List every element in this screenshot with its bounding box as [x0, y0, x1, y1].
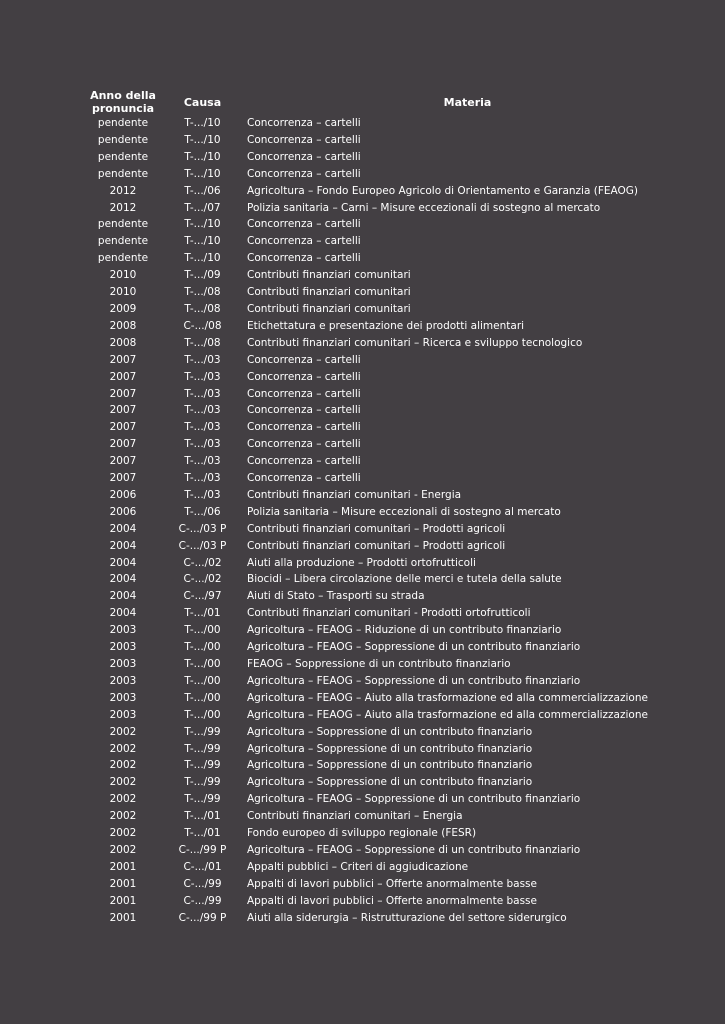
row-subject: Agricoltura – FEAOG – Aiuto alla trasformazione ed alla commercializzazione	[247, 708, 648, 721]
row-case: T-.../03	[184, 438, 221, 451]
row-subject: Polizia sanitaria – Misure eccezionali di sostegno al mercato	[247, 505, 561, 518]
row-year: 2002	[109, 725, 137, 738]
row-subject: Contributi finanziari comunitari	[247, 286, 411, 299]
table-row	[87, 487, 688, 504]
row-subject: Agricoltura – FEAOG – Soppressione di un contributo finanziario	[247, 843, 581, 856]
row-subject: Agricoltura – Soppressione di un contributo finanziario	[247, 759, 533, 772]
row-year: 2007	[109, 455, 137, 468]
table-row	[87, 250, 688, 267]
table-row	[87, 876, 688, 893]
row-case: T-.../03	[184, 455, 221, 468]
row-case: C-.../02	[183, 573, 222, 586]
row-case: T-.../08	[184, 336, 221, 349]
row-case: T-.../10	[184, 218, 221, 231]
row-subject: Concorrenza – cartelli	[247, 472, 361, 485]
row-subject: Biocidi – Libera circolazione delle merci e tutela della salute	[247, 573, 562, 586]
row-year: 2002	[109, 793, 137, 806]
row-year: 2004	[109, 556, 137, 569]
row-case: T-.../99	[184, 759, 221, 772]
row-case: T-.../03	[184, 488, 221, 501]
row-case: T-.../99	[184, 793, 221, 806]
row-year: 2001	[109, 877, 137, 890]
row-case: T-.../08	[184, 302, 221, 315]
table-row	[87, 910, 688, 927]
table-row	[87, 386, 688, 403]
row-case: C-.../99 P	[178, 911, 227, 924]
row-case: T-.../99	[184, 725, 221, 738]
row-year: 2003	[109, 624, 137, 637]
row-case: T-.../03	[184, 421, 221, 434]
row-year: 2007	[109, 438, 137, 451]
row-year: 2010	[109, 269, 137, 282]
row-year: 2003	[109, 691, 137, 704]
header-subject: Materia	[443, 95, 492, 109]
row-year: pendente	[97, 150, 149, 163]
row-case: C-.../97	[183, 590, 222, 603]
table-row	[87, 842, 688, 859]
row-year: 2001	[109, 860, 137, 873]
row-subject: Polizia sanitaria – Carni – Misure eccezionali di sostegno al mercato	[247, 201, 601, 214]
row-subject: Concorrenza – cartelli	[247, 370, 361, 383]
row-year: 2010	[109, 286, 137, 299]
row-case: T-.../03	[184, 353, 221, 366]
row-year: 2012	[109, 184, 137, 197]
row-year: 2002	[109, 843, 137, 856]
row-year: 2007	[109, 472, 137, 485]
table-row	[87, 757, 688, 774]
row-subject: Fondo europeo di sviluppo regionale (FESR)	[247, 827, 477, 840]
row-year: 2004	[109, 590, 137, 603]
table-row	[87, 335, 688, 352]
row-subject: Concorrenza – cartelli	[247, 252, 361, 265]
row-case: C-.../99	[183, 877, 222, 890]
row-subject: Agricoltura – Soppressione di un contributo finanziario	[247, 776, 533, 789]
table-row	[87, 741, 688, 758]
header-case: Causa	[183, 95, 222, 109]
row-subject: Contributi finanziari comunitari – Ricerca e sviluppo tecnologico	[247, 336, 583, 349]
row-year: 2002	[109, 742, 137, 755]
row-subject: Agricoltura – FEAOG – Riduzione di un contributo finanziario	[247, 624, 562, 637]
row-case: T-.../03	[184, 370, 221, 383]
row-year: pendente	[97, 167, 149, 180]
table-row	[87, 825, 688, 842]
row-case: T-.../00	[184, 674, 221, 687]
table-row	[87, 656, 688, 673]
table-row	[87, 301, 688, 318]
row-case: T-.../10	[184, 150, 221, 163]
row-case: T-.../01	[184, 810, 221, 823]
cases-table	[87, 89, 688, 927]
table-row	[87, 521, 688, 538]
table-row	[87, 216, 688, 233]
row-year: 2002	[109, 776, 137, 789]
row-subject: Contributi finanziari comunitari - Energia	[247, 488, 462, 501]
row-subject: Contributi finanziari comunitari	[247, 302, 411, 315]
table-row	[87, 571, 688, 588]
table-row	[87, 233, 688, 250]
row-case: C-.../03 P	[178, 522, 227, 535]
row-subject: Concorrenza – cartelli	[247, 133, 361, 146]
table-row	[87, 369, 688, 386]
row-subject: Concorrenza – cartelli	[247, 404, 361, 417]
table-row	[87, 453, 688, 470]
table-row	[87, 115, 688, 132]
row-subject: Appalti pubblici – Criteri di aggiudicazione	[247, 860, 469, 873]
row-case: C-.../08	[183, 319, 222, 332]
row-subject: Aiuti di Stato – Trasporti su strada	[247, 590, 425, 603]
row-year: 2012	[109, 201, 137, 214]
row-subject: Agricoltura – Soppressione di un contributo finanziario	[247, 742, 533, 755]
row-subject: Concorrenza – cartelli	[247, 421, 361, 434]
row-case: T-.../06	[184, 184, 221, 197]
row-subject: Concorrenza – cartelli	[247, 235, 361, 248]
row-subject: Aiuti alla siderurgia – Ristrutturazione del settore siderurgico	[247, 911, 567, 924]
table-row	[87, 622, 688, 639]
row-subject: Contributi finanziari comunitari	[247, 269, 411, 282]
table-row	[87, 470, 688, 487]
row-year: pendente	[97, 218, 149, 231]
table-row	[87, 538, 688, 555]
row-case: T-.../00	[184, 691, 221, 704]
row-year: 2003	[109, 674, 137, 687]
row-year: 2003	[109, 708, 137, 721]
table-row	[87, 893, 688, 910]
row-subject: Contributi finanziari comunitari – Prodotti agricoli	[247, 522, 506, 535]
row-case: T-.../99	[184, 776, 221, 789]
row-case: T-.../00	[184, 624, 221, 637]
row-subject: Agricoltura – FEAOG – Soppressione di un contributo finanziario	[247, 674, 581, 687]
row-subject: Agricoltura – FEAOG – Soppressione di un contributo finanziario	[247, 641, 581, 654]
row-year: 2003	[109, 641, 137, 654]
header-year: Anno della pronuncia	[90, 89, 156, 115]
row-case: T-.../03	[184, 387, 221, 400]
row-year: 2002	[109, 810, 137, 823]
table-row	[87, 352, 688, 369]
row-year: 2007	[109, 387, 137, 400]
table-row	[87, 402, 688, 419]
row-case: T-.../09	[184, 269, 221, 282]
row-year: 2006	[109, 505, 137, 518]
table-row	[87, 774, 688, 791]
row-year: pendente	[97, 235, 149, 248]
row-year: 2004	[109, 573, 137, 586]
row-year: 2008	[109, 336, 137, 349]
table-row	[87, 149, 688, 166]
row-case: T-.../01	[184, 827, 221, 840]
row-subject: Concorrenza – cartelli	[247, 455, 361, 468]
row-year: 2002	[109, 759, 137, 772]
table-row	[87, 183, 688, 200]
row-subject: Concorrenza – cartelli	[247, 218, 361, 231]
table-header-row	[87, 89, 688, 115]
table-row	[87, 555, 688, 572]
row-year: pendente	[97, 117, 149, 129]
row-case: C-.../99 P	[178, 843, 227, 856]
row-year: 2008	[109, 319, 137, 332]
row-case: T-.../99	[184, 742, 221, 755]
row-subject: Concorrenza – cartelli	[247, 438, 361, 451]
row-subject: Contributi finanziari comunitari - Prodotti ortofrutticoli	[247, 607, 531, 620]
row-case: T-.../01	[184, 607, 221, 620]
row-year: 2007	[109, 421, 137, 434]
table-row	[87, 132, 688, 149]
row-subject: Appalti di lavori pubblici – Offerte anormalmente basse	[247, 877, 537, 890]
row-case: T-.../00	[184, 658, 221, 670]
row-year: 2004	[109, 607, 137, 620]
row-case: T-.../10	[184, 167, 221, 180]
row-case: T-.../07	[184, 201, 221, 214]
row-case: C-.../02	[183, 556, 222, 569]
table-row	[87, 639, 688, 656]
row-subject: FEAOG – Soppressione di un contributo finanziario	[247, 658, 511, 670]
table-row	[87, 690, 688, 707]
table-row	[87, 284, 688, 301]
row-subject: Concorrenza – cartelli	[247, 353, 361, 366]
table-row	[87, 808, 688, 825]
row-case: T-.../10	[184, 117, 221, 129]
row-subject: Concorrenza – cartelli	[247, 167, 361, 180]
row-subject: Aiuti alla produzione – Prodotti ortofrutticoli	[247, 556, 476, 569]
row-subject: Contributi finanziari comunitari – Prodotti agricoli	[247, 539, 506, 552]
row-subject: Concorrenza – cartelli	[247, 117, 361, 129]
table-row	[87, 588, 688, 605]
row-year: pendente	[97, 252, 149, 265]
table-row	[87, 504, 688, 521]
row-year: 2009	[109, 302, 137, 315]
row-case: T-.../03	[184, 472, 221, 485]
table-row	[87, 200, 688, 217]
row-case: T-.../06	[184, 505, 221, 518]
row-subject: Agricoltura – FEAOG – Aiuto alla trasformazione ed alla commercializzazione	[247, 691, 648, 704]
row-case: T-.../03	[184, 404, 221, 417]
row-case: T-.../08	[184, 286, 221, 299]
row-case: C-.../99	[183, 894, 222, 907]
row-year: 2003	[109, 658, 137, 670]
table-row	[87, 436, 688, 453]
table-row	[87, 673, 688, 690]
table-row	[87, 605, 688, 622]
row-case: T-.../00	[184, 641, 221, 654]
row-case: T-.../10	[184, 133, 221, 146]
row-subject: Agricoltura – Fondo Europeo Agricolo di Orientamento e Garanzia (FEAOG)	[247, 184, 639, 197]
row-year: 2001	[109, 911, 137, 924]
row-subject: Contributi finanziari comunitari – Energia	[247, 810, 463, 823]
row-year: 2006	[109, 488, 137, 501]
row-subject: Concorrenza – cartelli	[247, 387, 361, 400]
row-year: 2004	[109, 522, 137, 535]
table-row	[87, 267, 688, 284]
row-year: 2001	[109, 894, 137, 907]
table-body	[87, 115, 688, 927]
row-case: T-.../10	[184, 252, 221, 265]
table-row	[87, 419, 688, 436]
row-year: pendente	[97, 133, 149, 146]
table-row	[87, 318, 688, 335]
row-year: 2007	[109, 353, 137, 366]
table-row	[87, 724, 688, 741]
row-subject: Appalti di lavori pubblici – Offerte anormalmente basse	[247, 894, 537, 907]
table-row	[87, 707, 688, 724]
row-subject: Agricoltura – Soppressione di un contributo finanziario	[247, 725, 533, 738]
row-case: C-.../01	[183, 860, 222, 873]
row-year: 2002	[109, 827, 137, 840]
row-case: T-.../00	[184, 708, 221, 721]
row-subject: Etichettatura e presentazione dei prodotti alimentari	[247, 319, 525, 332]
table-row	[87, 791, 688, 808]
row-case: T-.../10	[184, 235, 221, 248]
row-year: 2007	[109, 370, 137, 383]
row-subject: Concorrenza – cartelli	[247, 150, 361, 163]
table-row	[87, 166, 688, 183]
row-case: C-.../03 P	[178, 539, 227, 552]
row-year: 2004	[109, 539, 137, 552]
table-row	[87, 859, 688, 876]
row-year: 2007	[109, 404, 137, 417]
row-subject: Agricoltura – FEAOG – Soppressione di un contributo finanziario	[247, 793, 581, 806]
